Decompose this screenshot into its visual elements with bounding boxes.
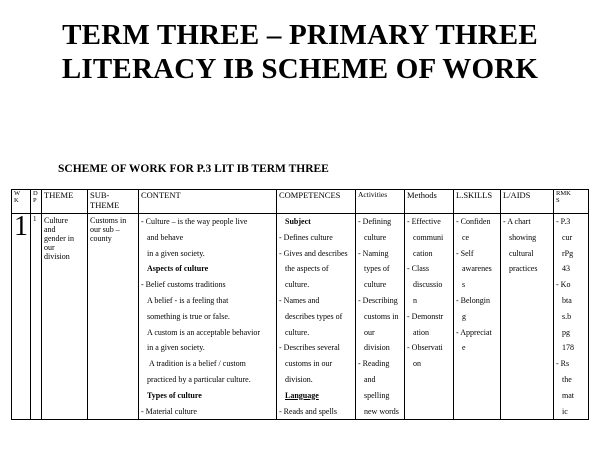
theme-cell: Culture and gender in our division	[42, 214, 88, 420]
header-dp: D P	[31, 190, 42, 214]
header-competences: COMPETENCES	[277, 190, 356, 214]
table-caption: SCHEME OF WORK FOR P.3 LIT IB TERM THREE	[58, 163, 329, 175]
header-rmks: RMK S	[554, 190, 589, 214]
table-row	[12, 214, 589, 420]
remarks-cell: - P.3 cur rPg 43 - Ko bta s.b pg 178 - Rs the mat ic	[554, 214, 589, 420]
header-methods: Methods	[405, 190, 454, 214]
week-number: 1	[12, 214, 31, 420]
header-wk: W K	[12, 190, 31, 214]
content-cell: - Culture – is the way people live and behave in a given society. Aspects of culture - Belief customs traditions A belief - is a feeling that something is true or false. A custom is an acceptable behavior in a given society. A tradition is a belief / custom practiced by a particular culture. Types of culture - Material culture	[139, 214, 277, 420]
sub-theme-cell: Customs in our sub – county	[88, 214, 139, 420]
scheme-of-work-table	[11, 189, 589, 420]
header-laids: L/AIDS	[501, 190, 554, 214]
lskills-cell: - Confiden ce - Self awarenes s - Belongin g - Appreciat e	[454, 214, 501, 420]
header-sub-theme: SUB- THEME	[88, 190, 139, 214]
header-lskills: L.SKILLS	[454, 190, 501, 214]
competences-cell: Subject - Defines culture - Gives and describes the aspects of culture. - Names and describes types of culture. - Describes several customs in our division. Language - Reads and spells	[277, 214, 356, 420]
page-title-line-2: LITERACY IB SCHEME OF WORK	[61, 53, 539, 85]
page-title-line-1: TERM THREE – PRIMARY THREE	[62, 19, 538, 51]
day-period: 1	[31, 214, 42, 420]
table-header-row	[12, 190, 589, 214]
laids-cell: - A chart showing cultural practices	[501, 214, 554, 420]
header-content: CONTENT	[139, 190, 277, 214]
activities-cell: - Defining culture - Naming types of culture - Describing customs in our division - Reading and spelling new words	[356, 214, 405, 420]
header-theme: THEME	[42, 190, 88, 214]
methods-cell: - Effective communi cation - Class discussio n - Demonstr ation - Observati on	[405, 214, 454, 420]
header-activities: Activities	[356, 190, 405, 214]
